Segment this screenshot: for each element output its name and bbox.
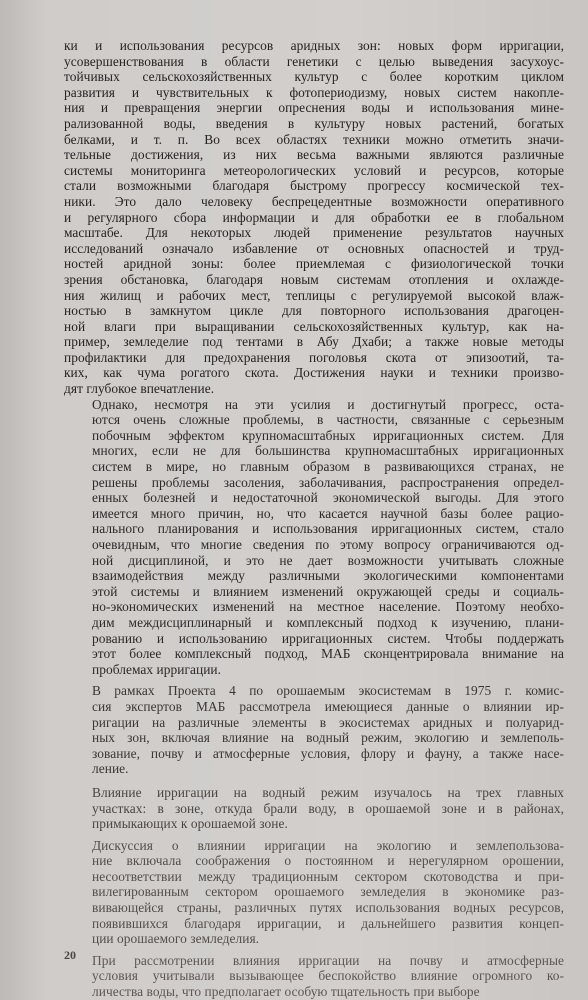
text-line: этот более комплексный подход, МАБ сконцентрировала внимание на xyxy=(92,646,564,662)
paragraph-1 xyxy=(64,38,564,397)
text-line: ких, как чума рогатого скота. Достижения науки и техники произво- xyxy=(64,365,564,381)
text-line: зрения обстановка, благодаря новым системам отопления и охлажде- xyxy=(64,271,564,287)
text-line: профилактики для предохранения поголовья скота от эпизоотий, та- xyxy=(64,349,564,365)
text-line: систем в мире, но главным образом в развивающихся странах, не xyxy=(92,459,564,475)
text-line: Дискуссия о влиянии ирригации на экологию и землепользова- xyxy=(92,837,564,853)
text-line: тойчивых сельскохозяйственных культур с более коротким циклом xyxy=(64,69,564,85)
text-line: появившихся благодаря ирригации, и дальнейшего развития концеп- xyxy=(92,915,564,931)
text-line: вивающейся страны, различных путях использования водных ресурсов, xyxy=(92,900,564,916)
paragraph-3 xyxy=(64,683,564,777)
text-line: стали возможными благодаря быстрому прогрессу космической тех- xyxy=(64,178,564,194)
text-line: ния и превращения энергии опреснения воды и использования мине- xyxy=(64,100,564,116)
text-line: взаимодействия между различными экологическими компонентами xyxy=(92,568,564,584)
text-line: ной влаги при выращивании сельскохозяйственных культур, как на- xyxy=(64,318,564,334)
text-line: развития и чувствительных к фотопериодизму, новых систем накопле- xyxy=(64,84,564,100)
text-line: имеется много причин, но, что касается научной базы более рацио- xyxy=(92,505,564,521)
text-line: многих, если не для большинства крупномасштабных ирригационных xyxy=(92,443,564,459)
text-line: исследований означало избавление от основных опасностей и труд- xyxy=(64,240,564,256)
text-line: ной дисциплиной, и это не дает возможности учитывать сложные xyxy=(92,552,564,568)
text-line: личества воды, что предполагает особую тщательность при выборе xyxy=(92,984,480,1000)
text-line: нального планирования и использования ирригационных систем, стало xyxy=(92,521,564,537)
text-line: побочным эффектом крупномасштабных ирригационных систем. Для xyxy=(92,427,564,443)
text-line: Влияние ирригации на водный режим изучалось на трех главных xyxy=(92,784,564,800)
text-line: тельные достижения, из них весьма важными являются различные xyxy=(64,147,564,163)
text-line: участках: в зоне, откуда брали воду, в орошаемой зоне и в районах, xyxy=(92,800,564,816)
text-line: усовершенствования в области генетики с целью выведения засухоус- xyxy=(64,53,564,69)
text-line: пример, земледелие под тентами в Абу Дхаби; а также новые методы xyxy=(64,334,564,350)
text-line: ники. Это дало человеку беспрецедентные возможности оперативного xyxy=(64,193,564,209)
text-line: ностей аридной зоны: более приемлемая с физиологической точки xyxy=(64,256,564,272)
text-line: белками, и т. п. Во всех областях техники можно отметить значи- xyxy=(64,131,564,147)
text-line: В рамках Проекта 4 по орошаемым экосистемам в 1975 г. комис- xyxy=(92,683,564,699)
text-line: зование, почву и атмосферные условия, флору и фауну, а также насе- xyxy=(92,745,564,761)
text-line: вилегированным сектором орошаемого земледелия в экономике раз- xyxy=(92,884,564,900)
text-line: рализованной воды, введения в культуру новых растений, богатых xyxy=(64,115,564,131)
text-line: Однако, несмотря на эти усилия и достигнутый прогресс, оста- xyxy=(92,396,564,412)
paragraph-6 xyxy=(64,953,564,1000)
text-line: ностью в замкнутом цикле для повторного использования драгоцен- xyxy=(64,303,564,319)
text-line: дят глубокое впечатление. xyxy=(64,381,215,397)
text-line: ки и использования ресурсов аридных зон: новых форм ирригации, xyxy=(64,38,564,53)
text-line: енных болезней и недостаточной экономической выгоды. Для этого xyxy=(92,490,564,506)
text-line: ции орошаемого земледелия. xyxy=(92,931,260,947)
paragraph-2 xyxy=(64,397,564,678)
text-line: рованию и использованию ирригационных систем. Чтобы поддержать xyxy=(92,630,564,646)
text-line: очевидным, что многие сведения по этому вопросу ограничиваются од- xyxy=(92,537,564,552)
text-line: сия экспертов МАБ рассмотрела имеющиеся данные о влиянии ир- xyxy=(92,698,564,714)
text-line: При рассмотрении влияния ирригации на почву и атмосферные xyxy=(92,952,564,968)
paragraph-5 xyxy=(64,838,564,947)
text-line: этой системы и влиянием изменений окружающей среды и социаль- xyxy=(92,583,564,599)
text-line: ление. xyxy=(92,761,129,777)
text-line: ригации на различные элементы в экосистемах аридных и полуарид- xyxy=(92,714,564,730)
text-line: дим междисциплинарный и комплексный подход к изучению, плани- xyxy=(92,614,564,630)
text-line: решены проблемы засоления, заболачивания, распространения определ- xyxy=(92,474,564,490)
text-line: ных зон, включая влияние на водный режим, экологию и землеполь- xyxy=(92,730,564,746)
text-line: несоответствии между традиционным сектором скотоводства и при- xyxy=(92,868,564,884)
text-line: проблемах ирригации. xyxy=(92,661,222,677)
text-line: ние включала соображения о постоянном и нерегулярном орошении, xyxy=(92,853,564,869)
page-number: 20 xyxy=(64,948,76,962)
text-line: условия учитывали вызывающее беспокойство влияние огромного ко- xyxy=(92,968,564,984)
text-line: ния жилищ и рабочих мест, теплицы с регулируемой высокой влаж- xyxy=(64,287,564,303)
text-line: примыкающих к орошаемой зоне. xyxy=(92,816,288,832)
text-line: но-экономических изменений на местное население. Поэтому необхо- xyxy=(92,599,564,615)
text-line: ются очень сложные проблемы, в частности, связанные с серьезным xyxy=(92,412,564,428)
paragraph-4 xyxy=(64,785,564,832)
text-line: масштабе. Для некоторых людей применение результатов научных xyxy=(64,225,564,241)
text-line: системы мониторинга метеорологических условий и ресурсов, которые xyxy=(64,162,564,178)
text-line: и регулярного сбора информации и для обработки ее в глобальном xyxy=(64,209,564,225)
